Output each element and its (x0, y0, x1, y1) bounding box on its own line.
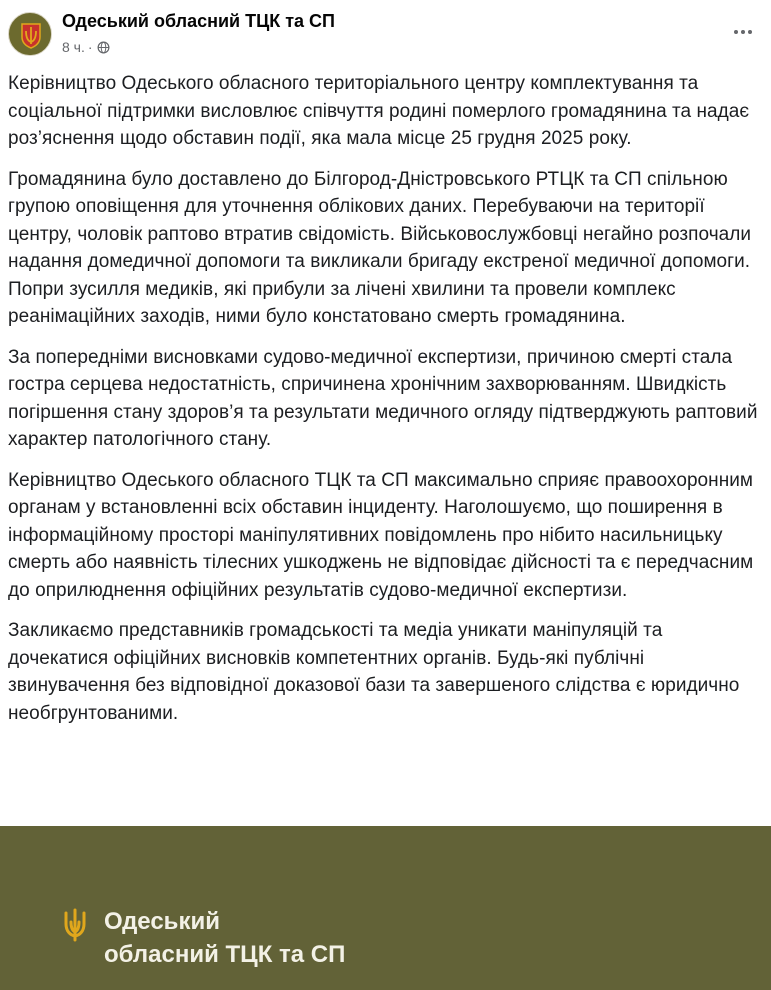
post-meta (62, 39, 110, 55)
more-dot-icon (734, 30, 738, 34)
post-image-banner[interactable] (0, 826, 771, 990)
banner-title-line-1: Одеський (104, 908, 220, 935)
post-paragraph: Керівництво Одеського обласного територіального центру комплектування та соціальної підтримки висловлює співчуття родині померлого громадянина та надає роз’яснення щодо обставин події, яка мала місце 25 грудня 2025 року. (8, 73, 750, 149)
post-paragraph: Закликаємо представників громадськості та медіа уникати маніпуляцій та дочекатися офіційних висновків компетентних органів. Будь-які публічні звинувачення без відповідної доказової бази та завершеного слідства є юридично необгрунтованими. (8, 620, 740, 724)
more-dot-icon (748, 30, 752, 34)
trident-logo-icon (63, 908, 87, 942)
post-paragraph: Керівництво Одеського обласного ТЦК та СП максимально сприяє правоохоронним органам у встановленні всіх обставин інциденту. Наголошуємо, що поширення в інформаційному просторі маніпулятивних повідомлень про нібито насильницьку смерть або наявність тілесних ушкоджень не відповідає дійсності та є передчасним до оприлюднення офіційних результатів судово-медичної експертизи. (8, 469, 754, 601)
globe-icon (97, 41, 110, 54)
banner-title (104, 905, 345, 971)
post-header (8, 8, 763, 60)
author-name[interactable]: Одеський обласний ТЦК та СП (62, 11, 335, 31)
post-paragraph: За попередніми висновками судово-медичної експертизи, причиною смерті стала гостра серцева недостатність, спричинена хронічним захворюванням. Швидкість погіршення стану здоров’я та результати медичного огляду підтверджують раптовий характер патологічного стану. (8, 346, 758, 450)
meta-separator: · (87, 39, 93, 55)
emblem-icon (9, 13, 52, 56)
post-timestamp[interactable]: 8 ч. (62, 39, 85, 55)
page-avatar[interactable] (8, 12, 52, 56)
post-text (8, 70, 766, 740)
more-dot-icon (741, 30, 745, 34)
banner-title-line-2: обласний ТЦК та СП (104, 941, 346, 968)
more-options-button[interactable] (725, 14, 761, 50)
post-paragraph: Громадянина було доставлено до Білгород-Дністровського РТЦК та СП спільною групою оповіщення для уточнення облікових даних. Перебуваючи на території центру, чоловік раптово втратив свідомість. Військовослужбовці негайно розпочали надання домедичної допомоги та викликали бригаду екстреної медичної допомоги. Попри зусилля медиків, які прибули за лічені хвилини та провели комплекс реанімаційних заходів, ними було констатовано смерть громадянина. (8, 168, 752, 327)
